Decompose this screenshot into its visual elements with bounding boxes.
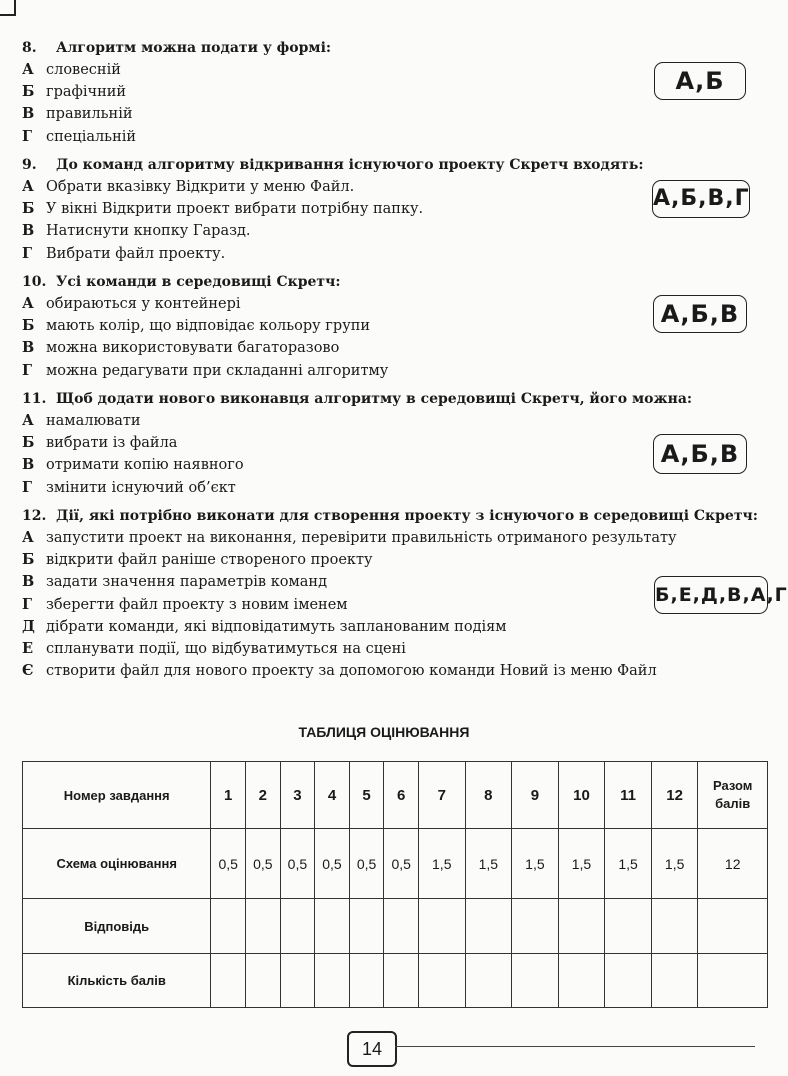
question-12 bbox=[22, 505, 762, 682]
answer-box-8: А,Б bbox=[654, 62, 746, 100]
table-row-task-numbers bbox=[23, 762, 768, 829]
score-cell: 1,5 bbox=[465, 829, 512, 899]
points-cell[interactable] bbox=[211, 954, 246, 1008]
score-cell: 0,5 bbox=[246, 829, 281, 899]
answer-cell[interactable] bbox=[349, 899, 384, 954]
answer-cell[interactable] bbox=[558, 899, 605, 954]
points-cell[interactable] bbox=[418, 954, 465, 1008]
option-ye: Є створити файл для нового проекту за допомогою команди Новий із меню Файл bbox=[22, 662, 657, 680]
question-8 bbox=[22, 37, 762, 148]
score-cell: 1,5 bbox=[418, 829, 465, 899]
task-number: 7 bbox=[418, 762, 465, 829]
row-label: Кількість балів bbox=[23, 954, 211, 1008]
score-cell: 0,5 bbox=[315, 829, 350, 899]
points-cell[interactable] bbox=[280, 954, 315, 1008]
question-11 bbox=[22, 388, 762, 499]
page-number: 14 bbox=[347, 1031, 397, 1067]
answer-cell[interactable] bbox=[651, 899, 698, 954]
answer-box-10: А,Б,В bbox=[653, 295, 747, 333]
option-b: Б графічний bbox=[22, 83, 127, 101]
points-cell[interactable] bbox=[605, 954, 652, 1008]
total-points-header: Разом балів bbox=[698, 762, 768, 829]
answer-cell[interactable] bbox=[605, 899, 652, 954]
total-score-cell: 12 bbox=[698, 829, 768, 899]
table-title: ТАБЛИЦЯ ОЦІНЮВАННЯ bbox=[298, 724, 470, 740]
task-number: 3 bbox=[280, 762, 315, 829]
score-cell: 0,5 bbox=[349, 829, 384, 899]
corner-mark bbox=[0, 0, 16, 16]
answer-cell[interactable] bbox=[465, 899, 512, 954]
question-9 bbox=[22, 154, 762, 265]
points-cell[interactable] bbox=[246, 954, 281, 1008]
row-label: Схема оцінювання bbox=[23, 829, 211, 899]
row-label: Відповідь bbox=[23, 899, 211, 954]
option-e: Е спланувати події, що відбуватимуться на сцені bbox=[22, 640, 406, 658]
option-b: Б вибрати із файла bbox=[22, 434, 178, 452]
task-number: 6 bbox=[384, 762, 419, 829]
task-number: 11 bbox=[605, 762, 652, 829]
option-v: В Натиснути кнопку Гаразд. bbox=[22, 222, 251, 240]
points-cell[interactable] bbox=[698, 954, 768, 1008]
option-b: Б мають колір, що відповідає кольору групи bbox=[22, 317, 371, 335]
task-number: 12 bbox=[651, 762, 698, 829]
option-a: А запустити проект на виконання, перевірити правильність отриманого результату bbox=[22, 529, 677, 546]
score-cell: 1,5 bbox=[512, 829, 559, 899]
score-cell: 0,5 bbox=[280, 829, 315, 899]
question-stem: 9. До команд алгоритму відкривання існуючого проекту Скретч входять: bbox=[22, 157, 644, 173]
option-v: В правильній bbox=[22, 105, 133, 123]
task-number: 9 bbox=[512, 762, 559, 829]
answer-cell[interactable] bbox=[698, 899, 768, 954]
row-label: Номер завдання bbox=[23, 762, 211, 829]
option-g: Г можна редагувати при складанні алгоритму bbox=[22, 361, 389, 379]
task-number: 2 bbox=[246, 762, 281, 829]
option-a: А обираються у контейнері bbox=[22, 295, 241, 312]
option-v: В отримати копію наявного bbox=[22, 456, 244, 474]
answer-cell[interactable] bbox=[211, 899, 246, 954]
question-10 bbox=[22, 271, 762, 382]
task-number: 4 bbox=[315, 762, 350, 829]
option-a: А словесній bbox=[22, 61, 121, 78]
task-number: 10 bbox=[558, 762, 605, 829]
option-g: Г змінити існуючий об’єкт bbox=[22, 478, 236, 496]
points-cell[interactable] bbox=[558, 954, 605, 1008]
option-b: Б відкрити файл раніше створеного проекту bbox=[22, 551, 373, 569]
points-cell[interactable] bbox=[349, 954, 384, 1008]
points-cell[interactable] bbox=[651, 954, 698, 1008]
answer-cell[interactable] bbox=[384, 899, 419, 954]
score-cell: 1,5 bbox=[605, 829, 652, 899]
option-a: А намалювати bbox=[22, 412, 141, 429]
option-b: Б У вікні Відкрити проект вибрати потрібну папку. bbox=[22, 200, 424, 218]
points-cell[interactable] bbox=[512, 954, 559, 1008]
question-stem: 12. Дії, які потрібно виконати для створення проекту з існуючого в середовищі Скретч: bbox=[22, 508, 758, 524]
task-number: 5 bbox=[349, 762, 384, 829]
option-v: В можна використовувати багаторазово bbox=[22, 339, 340, 357]
answer-cell[interactable] bbox=[280, 899, 315, 954]
table-row-points bbox=[23, 954, 768, 1008]
question-stem: 11. Щоб додати нового виконавця алгоритму в середовищі Скретч, його можна: bbox=[22, 391, 693, 407]
option-g: Г Вибрати файл проекту. bbox=[22, 244, 226, 262]
table-row-answers bbox=[23, 899, 768, 954]
score-cell: 0,5 bbox=[211, 829, 246, 899]
points-cell[interactable] bbox=[465, 954, 512, 1008]
option-g: Г зберегти файл проекту з новим іменем bbox=[22, 595, 348, 613]
option-v: В задати значення параметрів команд bbox=[22, 573, 328, 591]
question-stem: 10. Усі команди в середовищі Скретч: bbox=[22, 274, 341, 290]
answer-box-9: А,Б,В,Г bbox=[652, 180, 750, 218]
answer-cell[interactable] bbox=[512, 899, 559, 954]
points-cell[interactable] bbox=[384, 954, 419, 1008]
score-cell: 1,5 bbox=[558, 829, 605, 899]
answer-cell[interactable] bbox=[418, 899, 465, 954]
task-number: 1 bbox=[211, 762, 246, 829]
answer-box-11: А,Б,В bbox=[653, 434, 747, 474]
option-a: А Обрати вказівку Відкрити у меню Файл. bbox=[22, 178, 355, 195]
answer-cell[interactable] bbox=[246, 899, 281, 954]
task-number: 8 bbox=[465, 762, 512, 829]
assessment-table bbox=[22, 761, 768, 1008]
answer-cell[interactable] bbox=[315, 899, 350, 954]
option-d: Д дібрати команди, які відповідатимуть запланованим подіям bbox=[22, 617, 507, 635]
score-cell: 1,5 bbox=[651, 829, 698, 899]
score-cell: 0,5 bbox=[384, 829, 419, 899]
table-row-scoring bbox=[23, 829, 768, 899]
answer-box-12: Б,Е,Д,В,А,Г bbox=[654, 576, 768, 614]
footer-divider bbox=[395, 1046, 755, 1047]
option-g: Г спеціальній bbox=[22, 127, 137, 145]
points-cell[interactable] bbox=[315, 954, 350, 1008]
question-stem: 8. Алгоритм можна подати у формі: bbox=[22, 40, 332, 56]
